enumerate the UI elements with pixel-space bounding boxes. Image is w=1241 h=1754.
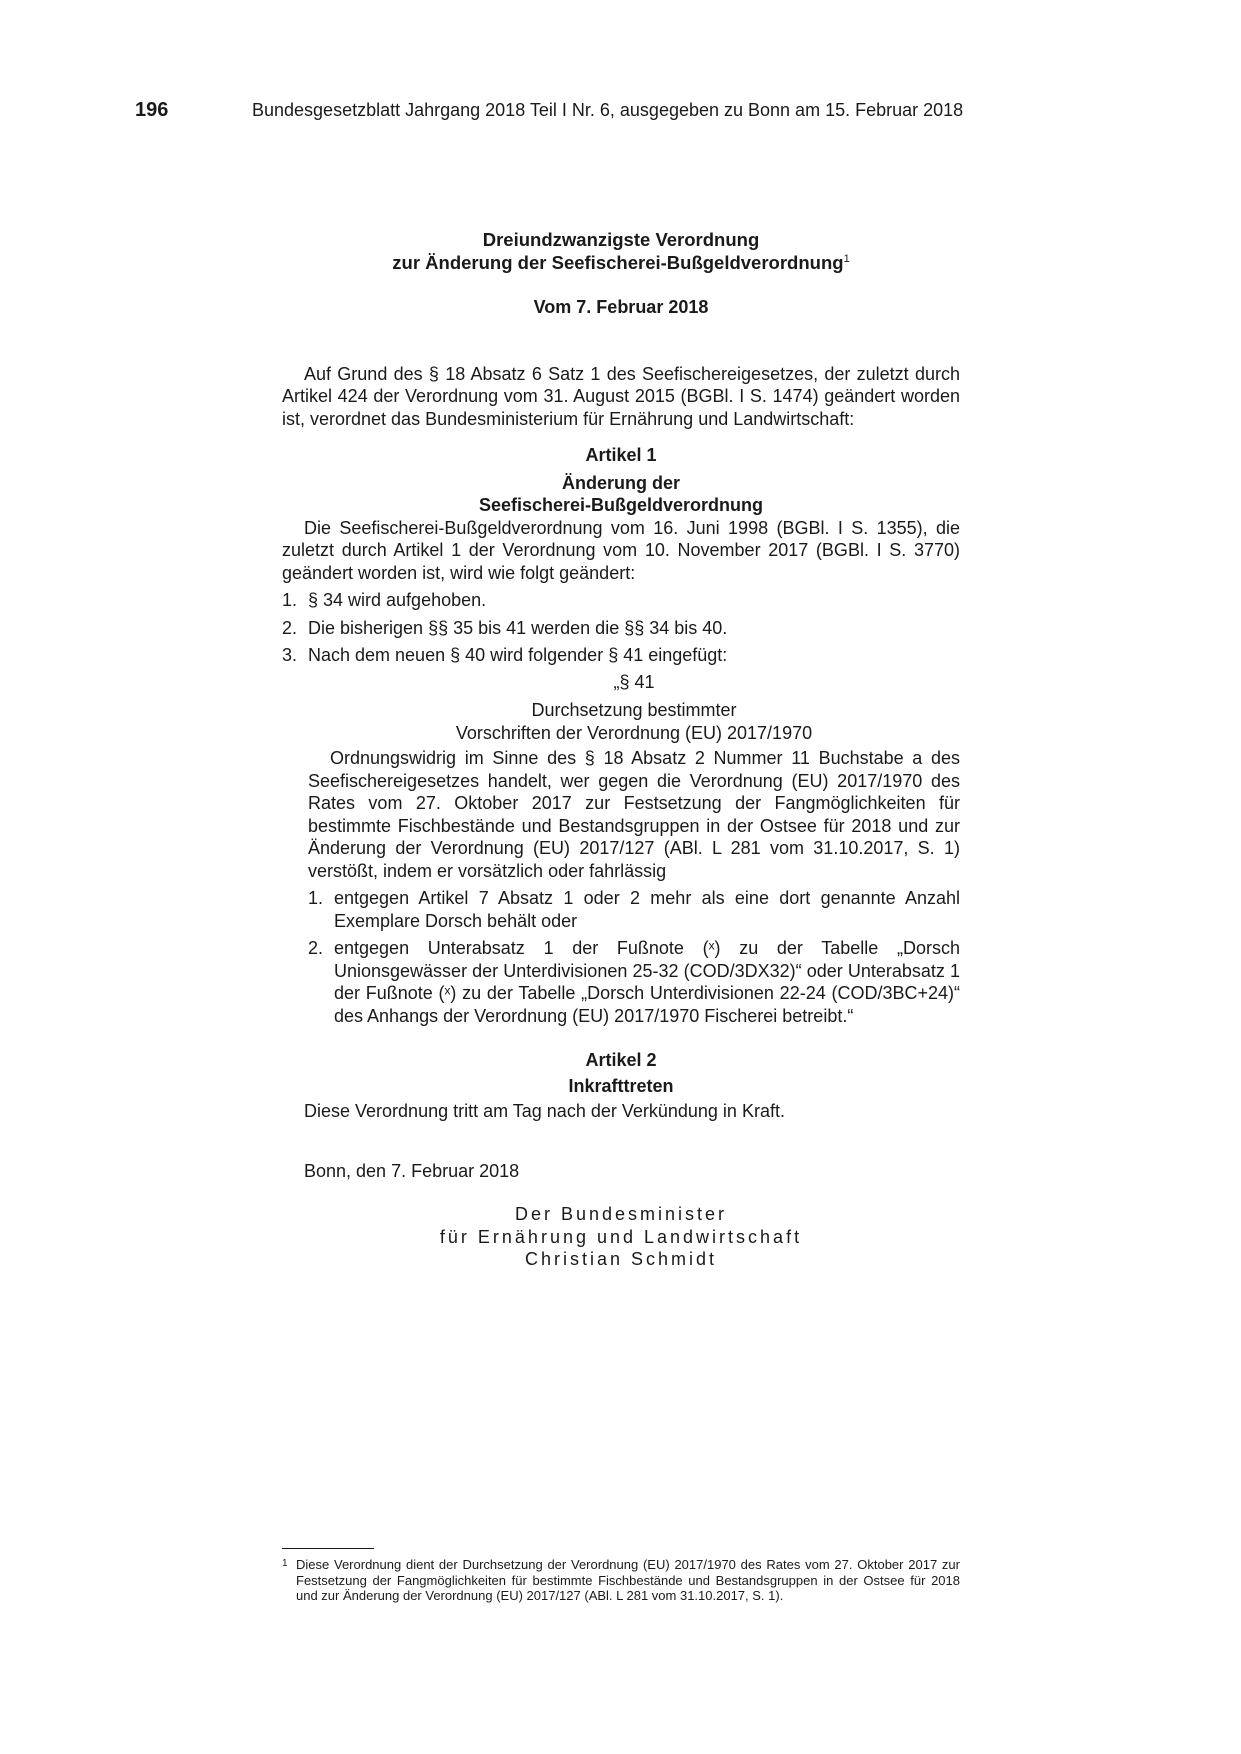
article-2-heading: Artikel 2 bbox=[585, 1050, 657, 1070]
article-1-subheading bbox=[282, 472, 960, 517]
title-line-1: Dreiundzwanzigste Verordnung bbox=[482, 229, 760, 250]
list-item-text: entgegen Artikel 7 Absatz 1 oder 2 mehr als eine dort genannte Anzahl Exemplare Dorsch behält oder bbox=[334, 888, 960, 931]
list-item-text: Nach dem neuen § 40 wird folgender § 41 eingefügt: bbox=[308, 645, 728, 665]
article-1-subheading-line-2: Seefischerei-Bußgeldverordnung bbox=[478, 495, 764, 515]
preamble: Auf Grund des § 18 Absatz 6 Satz 1 des Seefischereigesetzes, der zuletzt durch Artikel 424 der Verordnung vom 31. August 2015 (BGBl. I S. 1474) geändert worden ist, verordnet das Bundesministerium für Ernährung und Landwirtschaft: bbox=[282, 363, 960, 429]
article-1-heading: Artikel 1 bbox=[585, 445, 657, 465]
list-item-number: 1. bbox=[282, 590, 298, 610]
list-item-text: § 34 wird aufgehoben. bbox=[308, 590, 487, 610]
signature-line-1: Der Bundesminister bbox=[514, 1204, 728, 1224]
running-header: Bundesgesetzblatt Jahrgang 2018 Teil I Nr. 6, ausgegeben zu Bonn am 15. Februar 2018 bbox=[252, 100, 964, 120]
title-line-2 bbox=[282, 251, 960, 274]
list-item bbox=[282, 589, 960, 612]
inserted-section bbox=[308, 671, 960, 1028]
article-1-lead: Die Seefischerei-Bußgeldverordnung vom 16. Juni 1998 (BGBl. I S. 1355), die zuletzt durch Artikel 1 der Verordnung vom 10. November 2017 (BGBl. I S. 3770) geändert worden ist, wird wie folgt geändert: bbox=[282, 517, 960, 583]
article-1-subheading-line-1: Änderung der bbox=[561, 472, 680, 493]
signature-line-2: für Ernährung und Landwirtschaft bbox=[439, 1226, 803, 1247]
document-title bbox=[282, 228, 960, 274]
inserted-section-title-line-1: Durchsetzung bestimmter bbox=[531, 700, 737, 720]
signature-name: Christian Schmidt bbox=[524, 1249, 718, 1269]
list-item-number: 2. bbox=[282, 617, 298, 638]
list-item-number: 3. bbox=[282, 645, 298, 665]
list-item bbox=[282, 644, 960, 667]
list-item-number: 2. bbox=[308, 938, 324, 958]
list-item bbox=[308, 937, 960, 1027]
list-item bbox=[308, 887, 960, 932]
footnote bbox=[282, 1557, 960, 1604]
list-item-text: entgegen Unterabsatz 1 der Fußnote (ˣ) zu der Tabelle „Dorsch Unionsgewässer der Unterdivisionen 25-32 (COD/3DX32)“ oder Unterabsatz 1 der Fußnote (ˣ) zu der Tabelle „Dorsch Unterdivisionen 22-24 (COD/3BC+24)“ des Anhangs der Verordnung (EU) 2017/1970 Fischerei betreibt.“ bbox=[334, 938, 960, 1026]
inserted-section-title-line-2: Vorschriften der Verordnung (EU) 2017/1970 bbox=[455, 722, 813, 743]
place-date: Bonn, den 7. Februar 2018 bbox=[304, 1160, 520, 1181]
title-line-2-text: zur Änderung der Seefischerei-Bußgeldverordnung bbox=[392, 252, 844, 273]
list-item bbox=[282, 617, 960, 640]
footnote-divider bbox=[282, 1548, 374, 1549]
document-body bbox=[282, 228, 960, 1271]
signature-block bbox=[282, 1203, 960, 1271]
footnote-reference: 1 bbox=[843, 252, 850, 265]
footnote-text: Diese Verordnung dient der Durchsetzung der Verordnung (EU) 2017/1970 des Rates vom 27. Oktober 2017 zur Festsetzung der Fangmöglichkeiten für bestimmte Fischbestände und Bestandsgruppen in der Ostsee für 2018 und zur Änderung der Verordnung (EU) 2017/127 (ABl. L 281 vom 31.10.2017, S. 1). bbox=[296, 1557, 960, 1603]
footnote-marker: 1 bbox=[282, 1558, 288, 1569]
inserted-section-text: Ordnungswidrig im Sinne des § 18 Absatz 2 Nummer 11 Buchstabe a des Seefischereigesetzes handelt, wer gegen die Verordnung (EU) 2017/1970 des Rates vom 27. Oktober 2017 zur Festsetzung der Fangmöglichkeiten für bestimmte Fischbestände und Bestandsgruppen in der Ostsee für 2018 und zur Änderung der Verordnung (EU) 2017/127 (ABl. L 281 vom 31.10.2017, S. 1) verstößt, indem er vorsätzlich oder fahrlässig bbox=[308, 748, 960, 881]
inserted-section-number: „§ 41 bbox=[613, 671, 655, 692]
page-number: 196 bbox=[135, 99, 169, 121]
document-date: Vom 7. Februar 2018 bbox=[533, 297, 709, 317]
article-2-subheading: Inkrafttreten bbox=[568, 1075, 674, 1096]
article-2-text: Diese Verordnung tritt am Tag nach der Verkündung in Kraft. bbox=[304, 1101, 785, 1121]
list-item-text: Die bisherigen §§ 35 bis 41 werden die §§ 34 bis 40. bbox=[308, 617, 728, 638]
list-item-number: 1. bbox=[308, 888, 324, 908]
